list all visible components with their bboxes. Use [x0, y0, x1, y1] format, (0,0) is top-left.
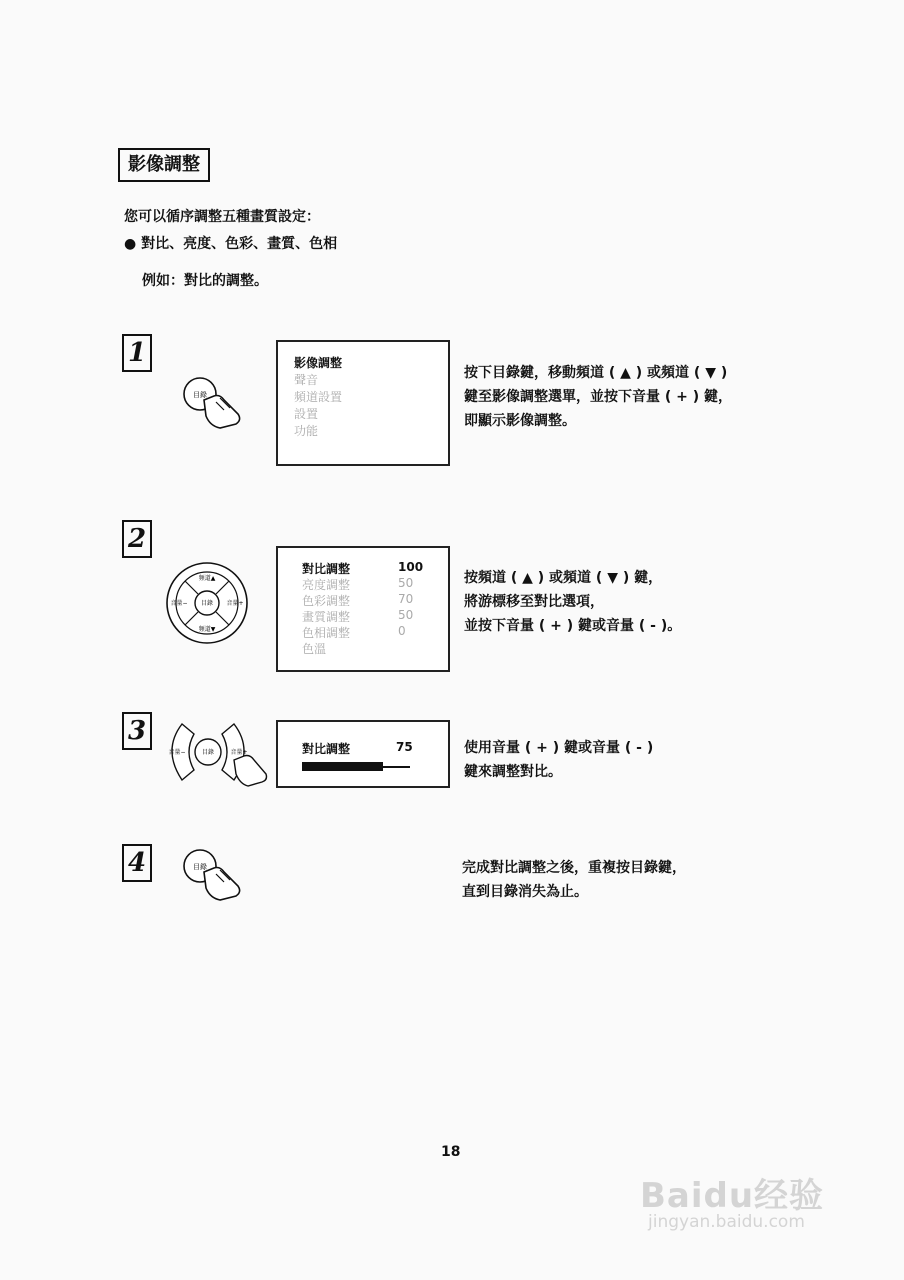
- section-title: 影像調整: [118, 148, 210, 182]
- menu-item-contrast: 對比調整: [302, 562, 351, 576]
- baidu-watermark-url: jingyan.baidu.com: [648, 1212, 805, 1232]
- page-number: 18: [441, 1144, 461, 1160]
- osd-contrast-adjust: [276, 720, 450, 788]
- menu-item-channel-setup: 頻道設置: [294, 390, 343, 404]
- step-3-instructions: 使用音量 ( + ) 鍵或音量 ( - ) 鍵來調整對比。: [464, 740, 654, 780]
- step-4-instructions: 完成對比調整之後，重複按目錄鍵， 直到目錄消失為止。: [462, 860, 686, 900]
- osd-main-menu: [276, 340, 450, 466]
- intro-text: 您可以循序調整五種畫質設定：: [124, 209, 320, 225]
- svg-text:音量+: 音量+: [226, 600, 244, 607]
- svg-text:目錄: 目錄: [201, 749, 215, 756]
- baidu-watermark-logo: Baidu经验: [640, 1176, 825, 1216]
- svg-text:頻道▲: 頻道▲: [198, 575, 216, 582]
- step-1-number: 1: [122, 334, 152, 372]
- menu-button-label: 目錄: [193, 391, 207, 399]
- menu-item-function: 功能: [294, 424, 319, 438]
- hand-press-menu-button-icon: [180, 846, 250, 906]
- step-3-number: 3: [122, 712, 152, 750]
- intro-example: 例如：對比的調整。: [142, 273, 268, 289]
- svg-text:音量−: 音量−: [168, 749, 186, 756]
- menu-item-picture: 影像調整: [294, 356, 343, 370]
- svg-text:頻道▼: 頻道▼: [198, 626, 216, 633]
- svg-text:音量−: 音量−: [170, 600, 188, 607]
- step-4-number: 4: [122, 844, 152, 882]
- intro-bullet: ● 對比、亮度、色彩、畫質、色相: [124, 236, 338, 252]
- contrast-slider-fill: [302, 762, 383, 771]
- hand-press-menu-button-icon: [180, 370, 250, 432]
- menu-item-sound: 聲音: [294, 373, 319, 387]
- step-1-instructions: 按下目錄鍵，移動頻道 ( ▲ ) 或頻道 ( ▼ ) 鍵至影像調整選單，並按下音量 ( + ) 鍵， 即顯示影像調整。: [464, 365, 733, 429]
- remote-dpad-icon: [164, 560, 254, 646]
- menu-item-color: 色彩調整: [302, 594, 351, 608]
- svg-text:目錄: 目錄: [200, 600, 214, 607]
- svg-text:目錄: 目錄: [193, 863, 207, 871]
- contrast-label: 對比調整: [302, 742, 351, 756]
- color-value: 70: [398, 592, 414, 606]
- osd-picture-menu: [276, 546, 450, 672]
- step-2-number: 2: [122, 520, 152, 558]
- menu-item-color-temp: 色溫: [302, 642, 327, 656]
- sharpness-value: 50: [398, 608, 414, 622]
- svg-text:音量+: 音量+: [230, 749, 248, 756]
- menu-item-setup: 設置: [294, 407, 319, 421]
- contrast-level-value: 75: [396, 740, 413, 754]
- menu-item-tint: 色相調整: [302, 626, 351, 640]
- step-2-instructions: 按頻道 ( ▲ ) 或頻道 ( ▼ ) 鍵， 將游標移至對比選項， 並按下音量 ( + ) 鍵或音量 ( - )。: [464, 570, 682, 634]
- brightness-value: 50: [398, 576, 414, 590]
- tint-value: 0: [398, 624, 406, 638]
- menu-item-sharpness: 畫質調整: [302, 610, 351, 624]
- menu-item-brightness: 亮度調整: [302, 578, 351, 592]
- contrast-value: 100: [398, 560, 424, 574]
- remote-volume-keys-icon: [160, 718, 270, 790]
